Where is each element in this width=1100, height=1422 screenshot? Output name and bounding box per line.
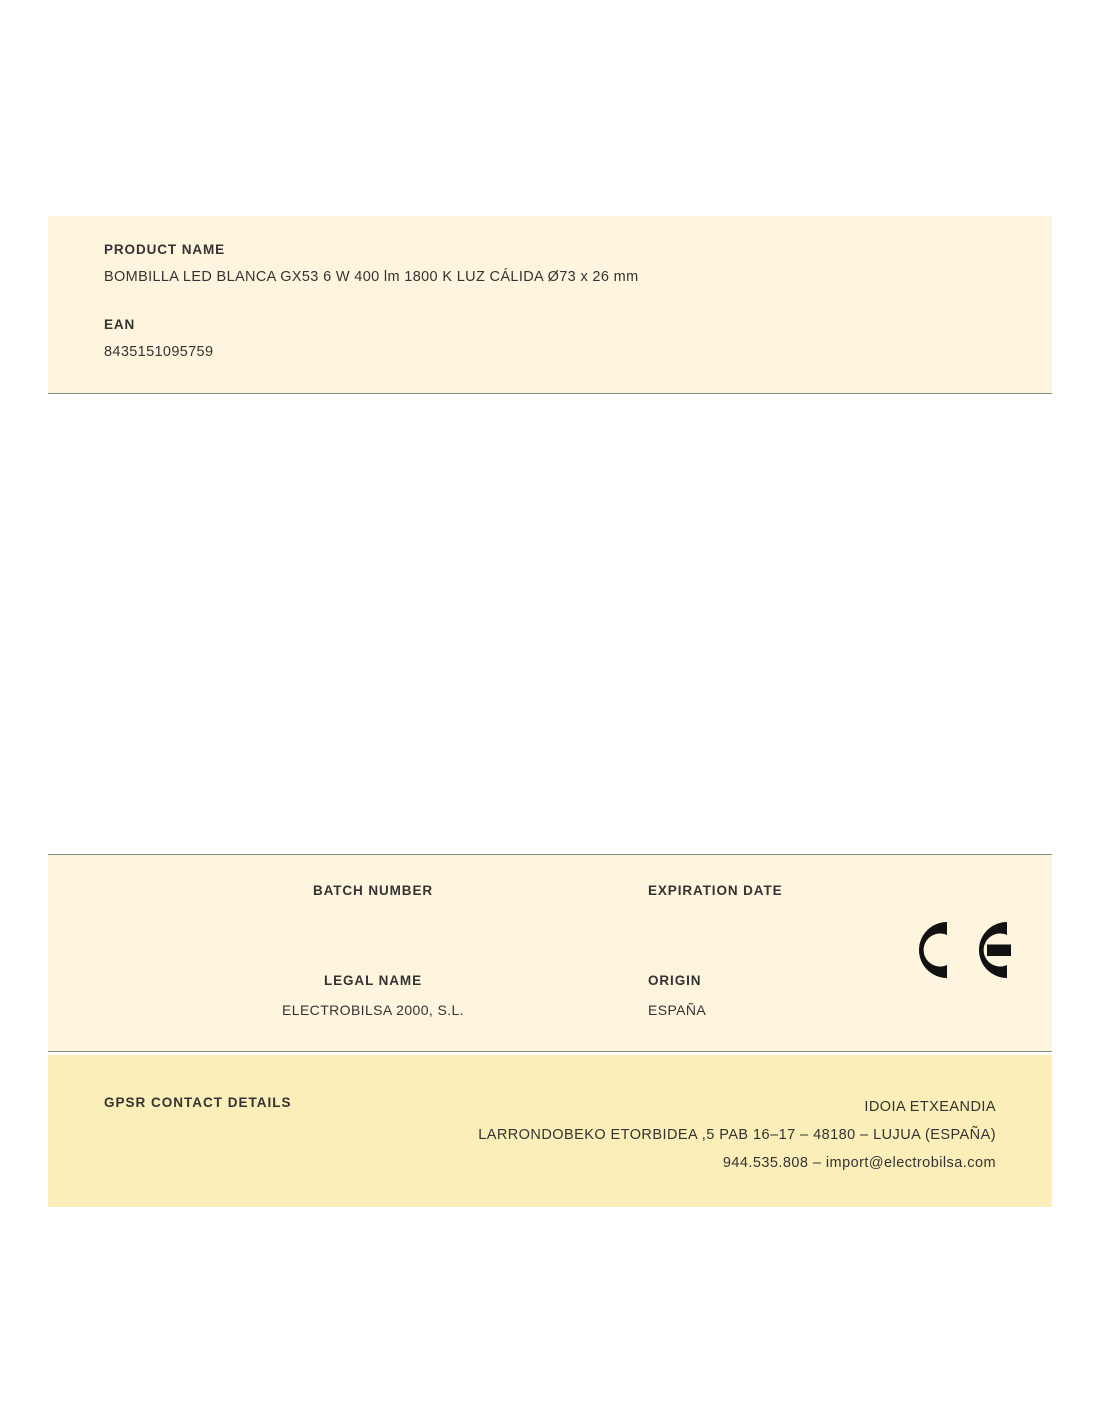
- legal-name-cell: [178, 973, 568, 1018]
- batch-number-cell: [178, 883, 568, 912]
- gpsr-title: GPSR CONTACT DETAILS: [104, 1095, 292, 1110]
- origin-label: ORIGIN: [648, 973, 702, 988]
- identification-panel: [48, 854, 1052, 1052]
- gpsr-contact-panel: [48, 1055, 1052, 1207]
- expiration-date-cell: [648, 883, 948, 912]
- product-info-panel: [48, 216, 1052, 394]
- product-name-label: PRODUCT NAME: [104, 242, 226, 257]
- legal-name-label: LEGAL NAME: [323, 973, 422, 988]
- product-name-value: BOMBILLA LED BLANCA GX53 6 W 400 lm 1800 K LUZ CÁLIDA Ø73 x 26 mm: [104, 269, 639, 285]
- spacer: [104, 285, 1052, 317]
- ean-label: EAN: [104, 317, 136, 332]
- ce-marking-icon: [903, 915, 1013, 985]
- origin-value: ESPAÑA: [648, 1002, 707, 1018]
- ean-value: 8435151095759: [104, 344, 214, 360]
- batch-number-label: BATCH NUMBER: [312, 883, 434, 898]
- gpsr-phone-email: 944.535.808 – import@electrobilsa.com: [722, 1155, 996, 1171]
- expiration-date-label: EXPIRATION DATE: [648, 883, 783, 898]
- gpsr-details: [478, 1093, 996, 1177]
- legal-name-value: ELECTROBILSA 2000, S.L.: [282, 1002, 464, 1018]
- gpsr-address: LARRONDOBEKO ETORBIDEA ,5 PAB 16–17 – 48180 – LUJUA (ESPAÑA): [478, 1127, 996, 1143]
- gpsr-contact-name: IDOIA ETXEANDIA: [864, 1099, 996, 1115]
